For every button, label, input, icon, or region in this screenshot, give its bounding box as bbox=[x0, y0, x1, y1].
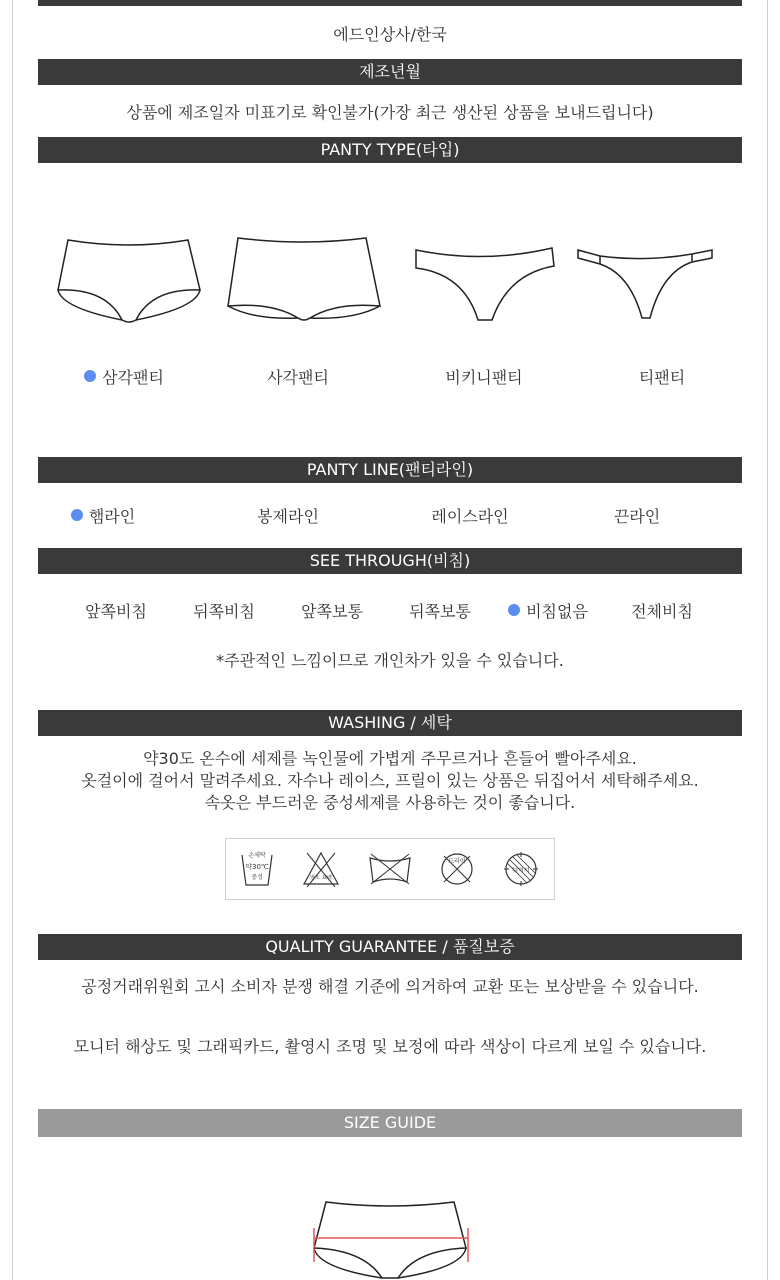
thong-illustration bbox=[576, 244, 716, 324]
no-tumble-dry-icon bbox=[367, 852, 413, 886]
no-bleach-icon bbox=[301, 849, 341, 889]
origin-value: 에드인상사/한국 bbox=[333, 25, 447, 44]
panty-type-item-thong: 티팬티 bbox=[638, 367, 686, 387]
quality-line-1: 공정거래위원회 고시 소비자 분쟁 해결 기준에 의거하여 교환 또는 보상받을 수 있습니다. bbox=[81, 977, 699, 996]
svg-text:약30℃: 약30℃ bbox=[245, 863, 269, 871]
selected-dot bbox=[71, 509, 83, 521]
see-through-item-back-normal: 뒤쪽보통 bbox=[409, 601, 471, 621]
see-through-item-back: 뒤쪽비침 bbox=[193, 601, 255, 621]
panty-type-labels bbox=[38, 364, 742, 388]
washing-instructions bbox=[38, 748, 742, 814]
see-through-note: *주관적인 느낌이므로 개인차가 있을 수 있습니다. bbox=[216, 651, 564, 670]
panty-line-item-sewn: 봉제라인 bbox=[257, 506, 319, 526]
selected-dot bbox=[508, 604, 520, 616]
svg-text:드라이: 드라이 bbox=[448, 858, 466, 865]
see-through-item-none: 비침없음 bbox=[494, 598, 602, 622]
svg-text:중성: 중성 bbox=[251, 874, 263, 881]
content-frame bbox=[12, 0, 768, 1280]
washing-line: 속옷은 부드러운 중성세제를 사용하는 것이 좋습니다. bbox=[204, 793, 576, 812]
panty-line-item-string: 끈라인 bbox=[613, 506, 661, 526]
panty-line-item-hem: 햄라인 bbox=[38, 503, 168, 527]
washing-header: WASHING / 세탁 bbox=[38, 710, 742, 736]
quality-header: QUALITY GUARANTEE / 품질보증 bbox=[38, 934, 742, 960]
boxer-illustration bbox=[224, 232, 384, 328]
no-dry-clean-icon bbox=[439, 851, 475, 887]
svg-text:손세탁: 손세탁 bbox=[248, 852, 266, 859]
panty-type-item-brief: 삼각팬티 bbox=[38, 364, 210, 388]
panty-line-item-lace: 레이스라인 bbox=[431, 506, 509, 526]
see-through-item-front: 앞쪽비침 bbox=[85, 601, 147, 621]
care-symbols-box bbox=[225, 838, 555, 900]
panty-type-item-boxer: 사각팬티 bbox=[267, 367, 329, 387]
panty-line-labels bbox=[38, 503, 742, 527]
manufacture-header: 제조년월 bbox=[38, 59, 742, 85]
selected-dot bbox=[84, 370, 96, 382]
see-through-header: SEE THROUGH(비침) bbox=[38, 548, 742, 574]
manufacture-value: 상품에 제조일자 미표기로 확인불가(가장 최근 생산된 상품을 보내드립니다) bbox=[126, 103, 654, 122]
see-through-item-front-normal: 앞쪽보통 bbox=[301, 601, 363, 621]
lay-flat-dry-icon bbox=[501, 849, 541, 889]
size-guide-header: SIZE GUIDE bbox=[38, 1109, 742, 1137]
quality-line-2: 모니터 해상도 및 그래픽카드, 촬영시 조명 및 보정에 따라 색상이 다르게 보일 수 있습니다. bbox=[73, 1037, 707, 1056]
see-through-labels bbox=[62, 598, 722, 622]
svg-text:염소: 염소 bbox=[310, 875, 320, 881]
brief-illustration bbox=[52, 232, 206, 328]
see-through-item-full: 전체비침 bbox=[631, 601, 693, 621]
washing-line: 약30도 온수에 세제를 녹인물에 가볍게 주무르거나 흔들어 빨아주세요. bbox=[143, 749, 637, 768]
svg-text:표백: 표백 bbox=[322, 875, 332, 881]
panty-type-item-bikini: 비키니팬티 bbox=[445, 367, 523, 387]
hand-wash-icon bbox=[239, 849, 275, 889]
svg-text:뉘어서: 뉘어서 bbox=[512, 867, 530, 874]
bikini-illustration bbox=[412, 240, 558, 326]
panty-line-header: PANTY LINE(팬티라인) bbox=[38, 457, 742, 483]
panty-type-header: PANTY TYPE(타입) bbox=[38, 137, 742, 163]
origin-header-bar bbox=[38, 0, 742, 6]
washing-line: 옷걸이에 걸어서 말려주세요. 자수나 레이스, 프릴이 있는 상품은 뒤집어서 세탁해주세요. bbox=[81, 771, 699, 790]
size-guide-illustration bbox=[306, 1198, 474, 1280]
